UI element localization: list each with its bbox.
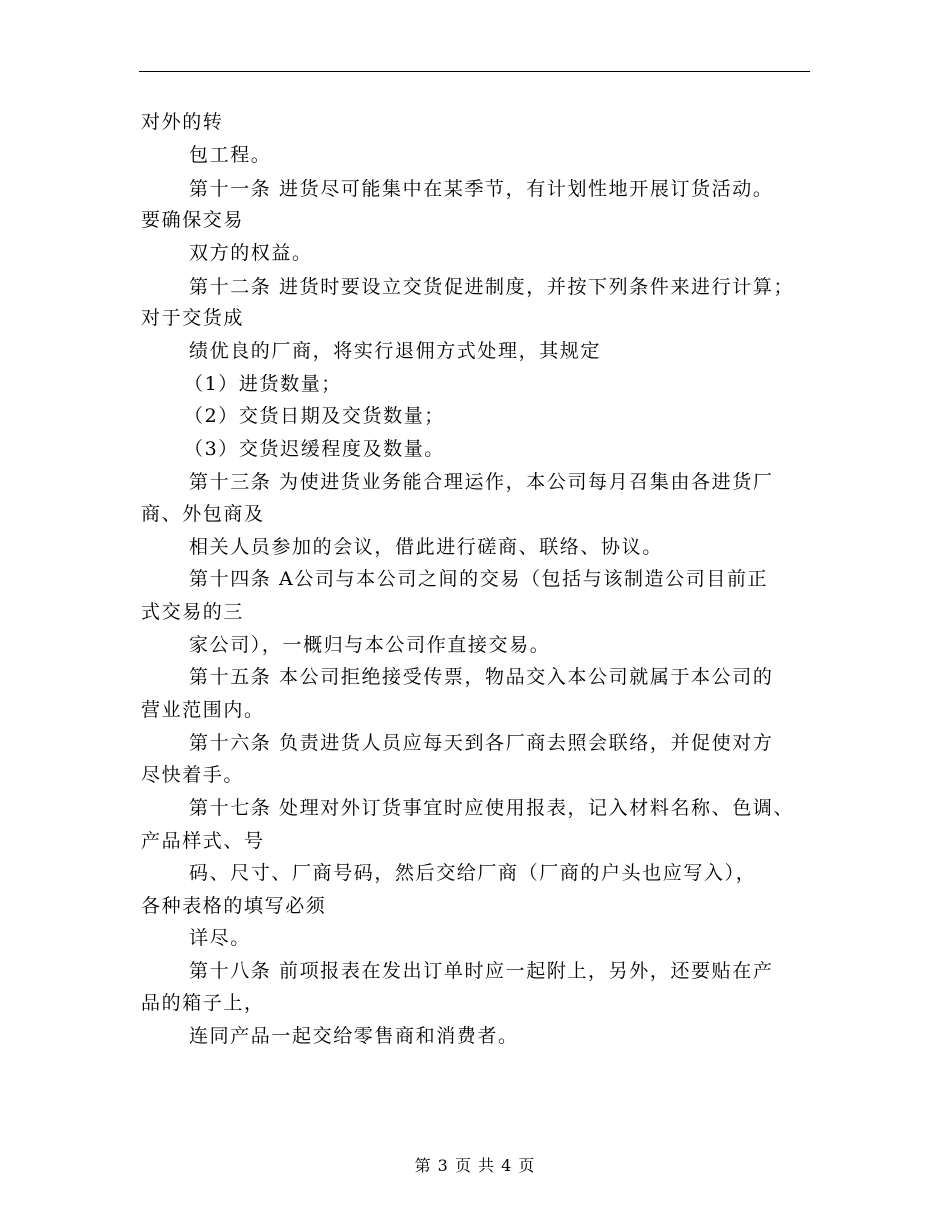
text-line: 第十一条 进货尽可能集中在某季节，有计划性地开展订货活动。 [189, 178, 774, 200]
text-line: 第十八条 前项报表在发出订单时应一起附上，另外，还要贴在产 [189, 960, 774, 982]
text-line: 绩优良的厂商，将实行退佣方式处理，其规定 [189, 340, 602, 362]
text-line: 第十七条 处理对外订货事宜时应使用报表，记入材料名称、色调、 [189, 797, 795, 819]
list-item: （1）进货数量； [184, 373, 342, 395]
text-line: 第十五条 本公司拒绝接受传票，物品交入本公司就属于本公司的 [189, 666, 774, 688]
text-line: 营业范围内。 [141, 699, 265, 721]
text-line: 式交易的三 [141, 601, 245, 623]
text-line: 第十二条 进货时要设立交货促进制度，并按下列条件来进行计算； [189, 276, 795, 298]
text-line: 对外的转 [141, 111, 224, 133]
text-line: 要确保交易 [141, 209, 245, 231]
text-line: 产品样式、号 [141, 830, 265, 852]
text-line: 双方的权益。 [189, 242, 313, 264]
text-line: 连同产品一起交给零售商和消费者。 [189, 1025, 519, 1047]
text-line: 详尽。 [189, 927, 251, 949]
text-line: 品的箱子上， [141, 992, 265, 1014]
header-rule [139, 71, 810, 72]
text-line: 家公司），一概归与本公司作直接交易。 [189, 634, 551, 656]
page-footer: 第 3 页 共 4 页 [414, 1156, 536, 1175]
text-line: 码、尺寸、厂商号码，然后交给厂商（厂商的户头也应写入）， [189, 862, 757, 884]
list-item: （2）交货日期及交货数量； [184, 405, 445, 427]
text-line: 相关人员参加的会议，借此进行磋商、联络、协议。 [189, 536, 663, 558]
text-line: 第十六条 负责进货人员应每天到各厂商去照会联络，并促使对方 [189, 732, 774, 754]
text-line: 包工程。 [189, 144, 272, 166]
text-line: 对于交货成 [141, 307, 245, 329]
text-line: 第十三条 为使进货业务能合理运作，本公司每月召集由各进货厂 [189, 471, 774, 493]
list-item: （3）交货迟缓程度及数量。 [184, 438, 445, 460]
text-line: 第十四条 A公司与本公司之间的交易（包括与该制造公司目前正 [189, 568, 769, 590]
text-line: 商、外包商及 [141, 503, 265, 525]
text-line: 各种表格的填写必须 [141, 895, 327, 917]
text-line: 尽快着手。 [141, 764, 245, 786]
